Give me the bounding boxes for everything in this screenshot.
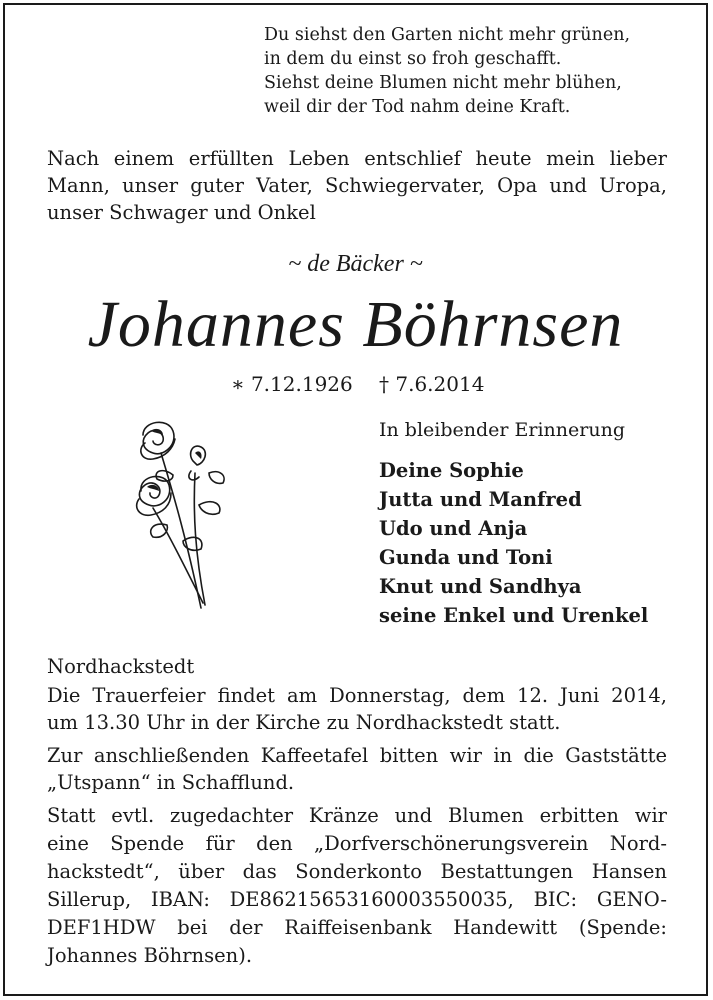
poem-line: weil dir der Tod nahm deine Kraft. (264, 97, 571, 117)
poem-line: in dem du einst so froh geschafft. (264, 49, 562, 69)
death-date: † 7.6.2014 (379, 372, 485, 396)
intro-line: Mann, unser guter Vater, Schwiegervater, Opa und Uropa, (47, 174, 667, 197)
family-member: Deine Sophie (379, 459, 524, 482)
coffee-line: „Utspann“ in Schafflund. (47, 771, 295, 794)
donation-line: DEF1HDW bei der Raiffeisenbank Handewitt (Spende: (47, 916, 667, 939)
donation-line: Sillerup, IBAN: DE86215653160003550035, BIC: GENO- (47, 888, 667, 911)
remembrance-line: In bleibender Erinnerung (379, 419, 625, 441)
family-member: Gunda und Toni (379, 546, 553, 569)
family-member: Udo und Anja (379, 517, 528, 540)
funeral-line: Die Trauerfeier findet am Donnerstag, dem 12. Juni 2014, (47, 684, 667, 707)
rose-icon (123, 413, 243, 613)
location: Nordhackstedt (47, 655, 195, 678)
donation-line: Statt evtl. zugedachter Kränze und Blumen erbitten wir (47, 804, 667, 827)
intro-line: unser Schwager und Onkel (47, 201, 316, 224)
epithet: ~ de Bäcker ~ (288, 251, 423, 277)
poem-line: Du siehst den Garten nicht mehr grünen, (264, 25, 631, 45)
donation-line: Johannes Böhrnsen). (47, 944, 253, 967)
poem-line: Siehst deine Blumen nicht mehr blühen, (264, 73, 622, 93)
family-member: Jutta und Manfred (379, 488, 582, 511)
intro-line: Nach einem erfüllten Leben entschlief heute mein lieber (47, 147, 667, 170)
donation-line: hackstedt“, über das Sonderkonto Bestattungen Hansen (47, 860, 667, 883)
deceased-name: Johannes Böhrnsen (87, 288, 624, 361)
donation-line: eine Spende für den „Dorfverschönerungsverein Nord- (47, 832, 667, 855)
coffee-line: Zur anschließenden Kaffeetafel bitten wir in die Gaststätte (47, 744, 667, 767)
obituary-notice (3, 3, 708, 996)
family-member: seine Enkel und Urenkel (379, 604, 649, 627)
birth-date: ∗ 7.12.1926 (231, 372, 353, 396)
family-member: Knut und Sandhya (379, 575, 582, 598)
funeral-line: um 13.30 Uhr in der Kirche zu Nordhackstedt statt. (47, 711, 561, 734)
